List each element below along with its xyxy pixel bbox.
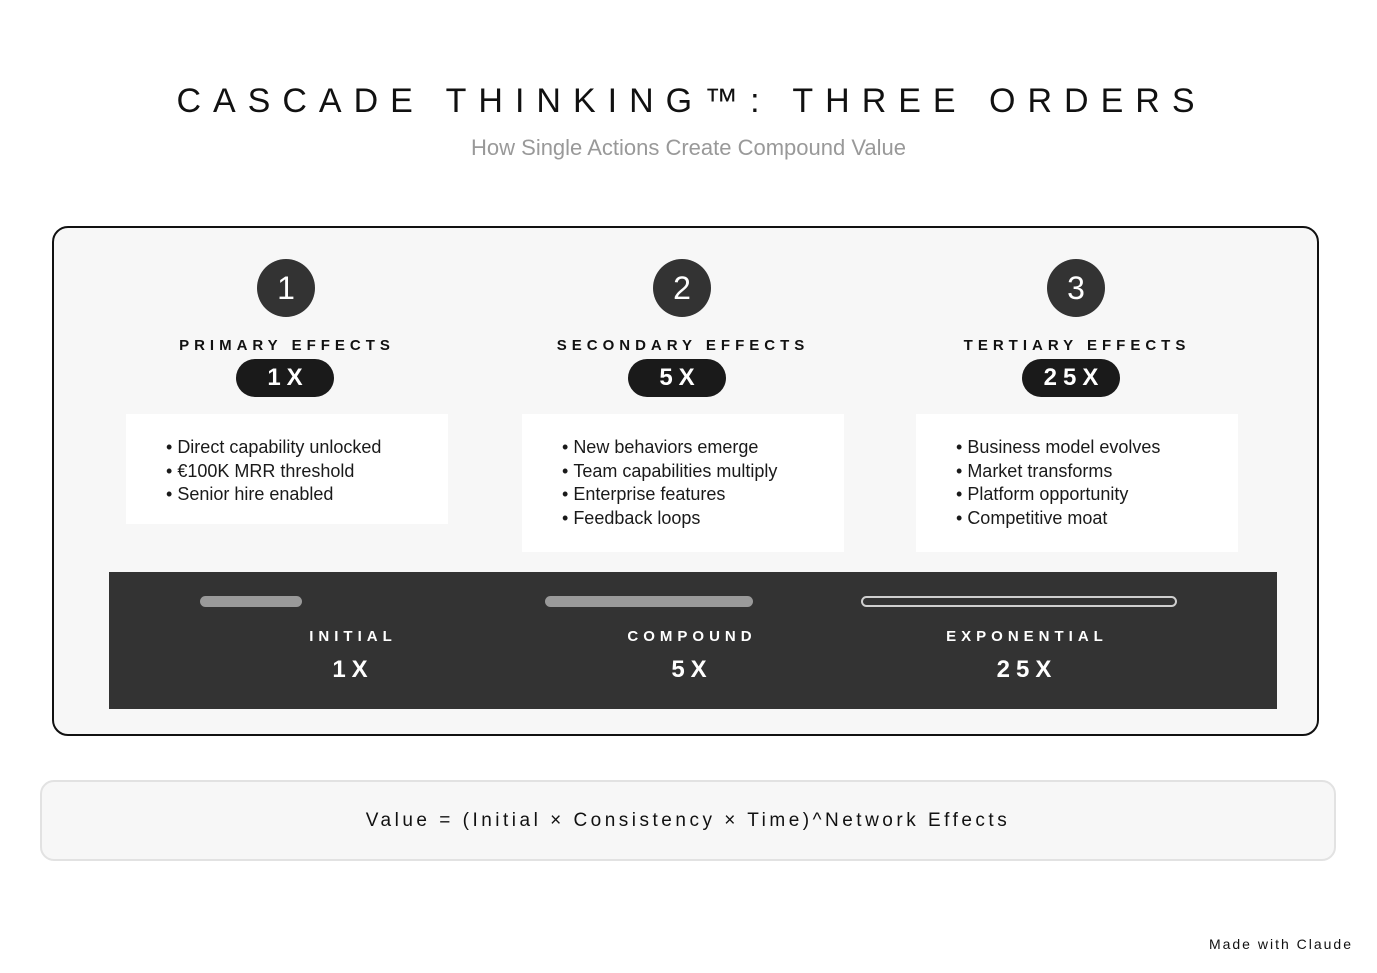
effect-item: • Competitive moat: [956, 507, 1228, 531]
effect-item: • Senior hire enabled: [166, 483, 438, 507]
order-number-badge: 2: [653, 259, 711, 317]
effect-item: • Business model evolves: [956, 436, 1228, 460]
growth-bar-exponential: [861, 596, 1177, 607]
growth-band: [109, 572, 1277, 709]
effect-item: • Direct capability unlocked: [166, 436, 438, 460]
footer-credit: Made with Claude: [1208, 936, 1353, 952]
growth-bar-initial: [200, 596, 302, 607]
effect-item: • New behaviors emerge: [562, 436, 834, 460]
page-subtitle: How Single Actions Create Compound Value: [471, 135, 906, 160]
stage-value: 5X: [671, 656, 713, 683]
effect-item: • Team capabilities multiply: [562, 460, 834, 484]
effect-item: • €100K MRR threshold: [166, 460, 438, 484]
effect-item: • Platform opportunity: [956, 483, 1228, 507]
effect-item: • Market transforms: [956, 460, 1228, 484]
stage-value: 1X: [332, 656, 374, 683]
stage-label: INITIAL: [309, 628, 397, 645]
effect-item: • Enterprise features: [562, 483, 834, 507]
effects-card: [916, 414, 1238, 552]
effect-item: • Feedback loops: [562, 507, 834, 531]
order-number-badge: 3: [1047, 259, 1105, 317]
stage-label: COMPOUND: [627, 628, 757, 645]
growth-bar-compound: [545, 596, 753, 607]
multiplier-pill: 1X: [236, 359, 334, 397]
order-label: SECONDARY EFFECTS: [556, 337, 810, 354]
multiplier-pill: 25X: [1022, 359, 1120, 397]
stage-value: 25X: [996, 656, 1058, 683]
value-formula: Value = (Initial × Consistency × Time)^Network Effects: [40, 780, 1336, 861]
order-label: PRIMARY EFFECTS: [179, 337, 395, 354]
multiplier-pill: 5X: [628, 359, 726, 397]
effects-card: [126, 414, 448, 524]
order-number-badge: 1: [257, 259, 315, 317]
effects-card: [522, 414, 844, 552]
orders-panel: [52, 226, 1319, 736]
page-title: CASCADE THINKING™: THREE ORDERS: [176, 82, 1207, 120]
stage-label: EXPONENTIAL: [946, 628, 1108, 645]
order-label: TERTIARY EFFECTS: [963, 337, 1191, 354]
